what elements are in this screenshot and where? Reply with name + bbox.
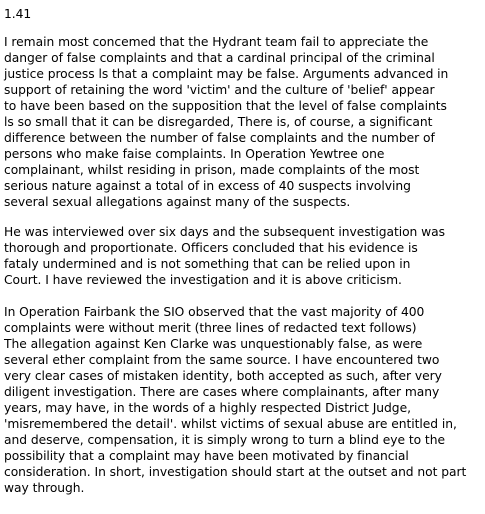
document-page: [4, 6, 482, 496]
paragraph-spacer: [4, 210, 482, 224]
paragraph-interview: He was interviewed over six days and the subsequent investigation was thorough and proportionate. Officers concluded that his evidence is fataly undermined and is not something that can be relied upon in Court. I have reviewed the investigation and it is above criticism.: [4, 225, 446, 287]
paragraph-false-complaints: I remain most concemed that the Hydrant team fail to appreciate the danger of false complaints and that a cardinal principal of the criminal justice process ls that a complaint may be false. Arguments advanced in support of retaining the word 'victim' and the culture of 'belief' appear to have been based on the supposition that the level of false complaints ls so small that it can be disregarded, There is, of course, a significant difference between the number of false complaints and the number of persons who make faise complaints. In Operation Yewtree one complainant, whilst residing in prison, made complaints of the most serious nature against a total of in excess of 40 suspects involving several sexual allegations against many of the suspects.: [4, 35, 449, 209]
section-number: 1.41: [4, 7, 32, 21]
paragraph-spacer: [4, 288, 482, 304]
paragraph-operation-fairbank: In Operation Fairbank the SIO observed that the vast majority of 400 complaints were without merit (three lines of redacted text follows) The allegation against Ken Clarke was unquestionably false, as were several ether complaint from the same source. I have encountered two very clear cases of mistaken identity, both accepted as such, after very diligent investigation. There are cases where complainants, after many years, may have, in the words of a highly respected District Judge, 'misremembered the detail'. whilst victims of sexual abuse are entitled in, and deserve, compensation, it is simply wrong to turn a blind eye to the possibility that a complaint may have been motivated by financial consideration. In short, investigation should start at the outset and not part way through.: [4, 305, 467, 495]
